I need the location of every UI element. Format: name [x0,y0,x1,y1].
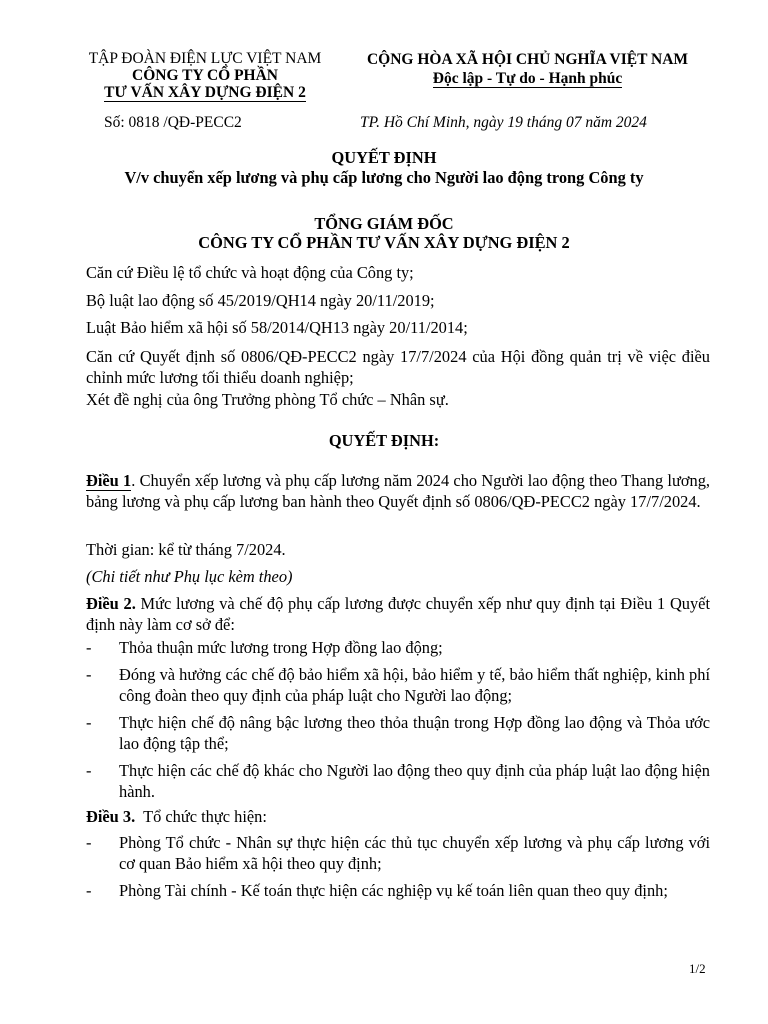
bullet: - [86,665,92,684]
basis-5: Xét đề nghị của ông Trưởng phòng Tổ chức – Nhân sự. [86,390,449,409]
authority-line1: TỔNG GIÁM ĐỐC [314,214,454,233]
article-2-item-2: Đóng và hưởng các chế độ bảo hiểm xã hội, bảo hiểm y tế, bảo hiểm thất nghiệp, kinh phí công đoàn theo quy định của pháp luật cho Người lao động; [119,665,710,705]
basis-2: Bộ luật lao động số 45/2019/QH14 ngày 20/11/2019; [86,291,435,310]
article-1-time: Thời gian: kể từ tháng 7/2024. [86,540,286,559]
group-name: TẬP ĐOÀN ĐIỆN LỰC VIỆT NAM [88,50,322,67]
page-number: 1/2 [689,961,706,976]
article-1-note: (Chi tiết như Phụ lục kèm theo) [86,567,293,586]
basis-3: Luật Bảo hiểm xã hội số 58/2014/QH13 ngày 20/11/2014; [86,318,468,337]
bullet: - [86,713,92,732]
republic-title: CỘNG HÒA XÃ HỘI CHỦ NGHĨA VIỆT NAM [366,51,689,68]
company-name-line2: TƯ VẤN XÂY DỰNG ĐIỆN 2 [104,84,306,101]
motto: Độc lập - Tự do - Hạnh phúc [432,70,623,87]
bullet: - [86,833,92,852]
article-3-text: Tổ chức thực hiện: [135,807,267,826]
national-header [340,50,715,88]
article-3-item-1: Phòng Tổ chức - Nhân sự thực hiện các thủ tục chuyển xếp lương và phụ cấp lương với cơ quan Bảo hiểm xã hội theo quy định; [119,833,710,873]
decision-heading: QUYẾT ĐỊNH: [328,431,440,450]
article-1-label: Điều 1 [86,471,132,490]
bullet: - [86,638,92,657]
article-2-item-4: Thực hiện các chế độ khác cho Người lao động theo quy định của pháp luật lao động hiện hành. [119,761,710,801]
article-1-text: . Chuyển xếp lương và phụ cấp lương năm 2024 cho Người lao động theo Thang lương, bảng lương và phụ cấp lương ban hành theo Quyết định số 0806/QĐ-PECC2 ngày 17/7/2024. [86,471,711,511]
issuer-block [80,50,330,101]
bullet: - [86,761,92,780]
company-name-line1: CÔNG TY CỔ PHẦN [132,67,278,84]
article-1 [86,470,710,512]
article-2 [86,593,710,635]
decision-subject: V/v chuyển xếp lương và phụ cấp lương cho Người lao động trong Công ty [124,168,644,187]
article-3-item-2: Phòng Tài chính - Kế toán thực hiện các nghiệp vụ kế toán liên quan theo quy định; [119,881,668,900]
article-2-item-1: Thỏa thuận mức lương trong Hợp đồng lao động; [119,638,443,657]
date-place: TP. Hồ Chí Minh, ngày 19 tháng 07 năm 2024 [360,114,647,131]
bullet: - [86,881,92,900]
article-3 [86,806,710,827]
article-3-label: Điều 3. [86,807,136,826]
article-2-text: Mức lương và chế độ phụ cấp lương được chuyển xếp như quy định tại Điều 1 Quyết định này làm cơ sở để: [86,594,710,634]
authority-line2: CÔNG TY CỔ PHẦN TƯ VẤN XÂY DỰNG ĐIỆN 2 [198,233,570,252]
document-number: Số: 0818 /QĐ-PECC2 [104,114,242,131]
decision-title: QUYẾT ĐỊNH [331,148,437,167]
article-2-item-3: Thực hiện chế độ nâng bậc lương theo thỏa thuận trong Hợp đồng lao động và Thỏa ước lao động tập thể; [119,713,710,753]
article-2-label: Điều 2. [86,594,136,613]
basis-4: Căn cứ Quyết định số 0806/QĐ-PECC2 ngày 17/7/2024 của Hội đồng quản trị về việc điều chỉnh mức lương tối thiểu doanh nghiệp; [86,347,710,387]
basis-1: Căn cứ Điều lệ tổ chức và hoạt động của Công ty; [86,263,414,282]
